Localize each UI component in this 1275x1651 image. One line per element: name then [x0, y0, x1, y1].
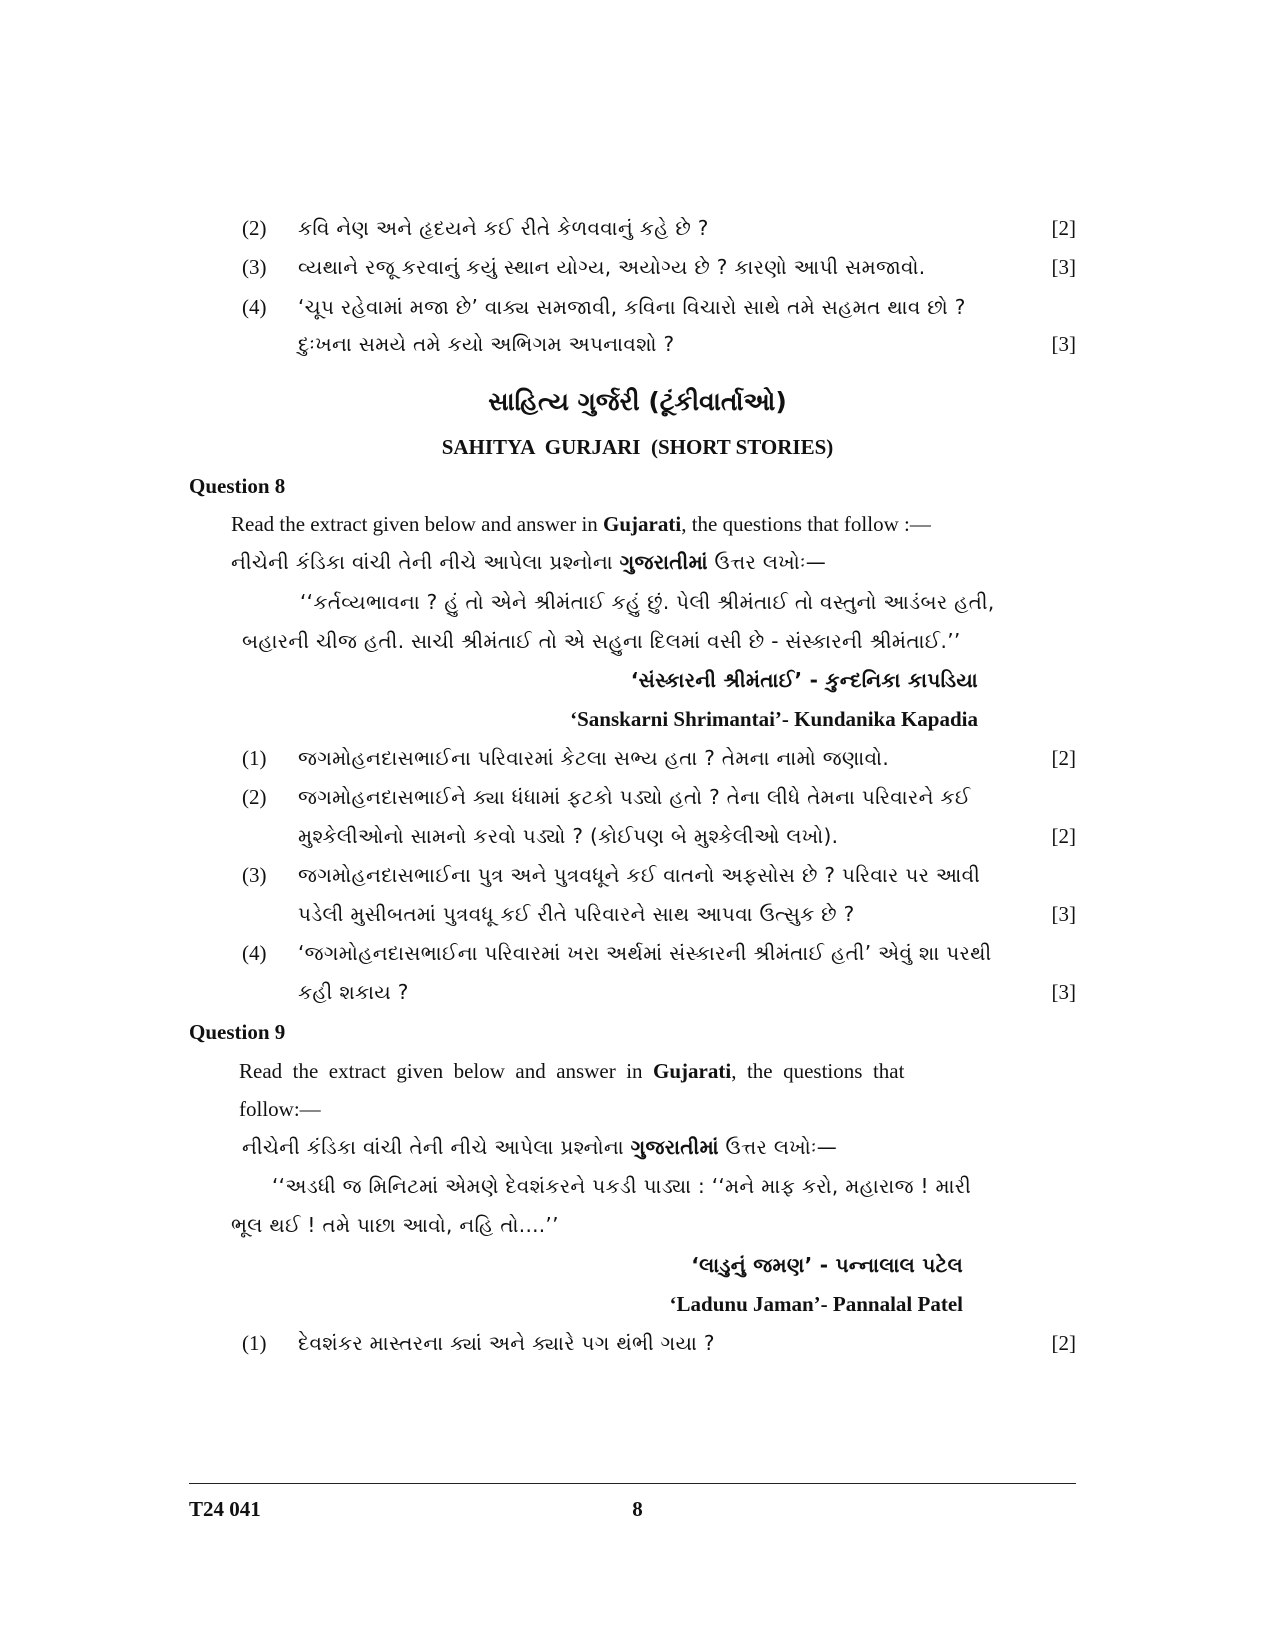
q9-1-marks: [2]: [1051, 1331, 1076, 1355]
q8-2-text-line1: જગમોહનદાસભાઈને ક્યા ધંધામાં ફટકો પડ્યો હતો ? તેના લીધે તેમના પરિવારને કઈ: [298, 785, 971, 809]
prev-q3-number: (3): [242, 255, 267, 279]
prev-q2-text: કવિ નેણ અને હૃદયને કઈ રીતે કેળવવાનું કહે છે ?: [298, 216, 709, 240]
q8-extract-line1: ‘‘કર્તવ્યભાવના ? હું તો એને શ્રીમંતાઈ કહું છું. પેલી શ્રીમંતાઈ તો વસ્તુનો આડંબર હતી,: [300, 590, 995, 614]
prev-q4-number: (4): [242, 295, 267, 319]
q8-1-number: (1): [242, 746, 267, 770]
q8-source-gujarati: ‘સંસ્કારની શ્રીમંતાઈ’ - કુન્દનિકા કાપડિયા: [630, 668, 978, 692]
footer-divider: [189, 1483, 1076, 1484]
q9-1-text: દેવશંકર માસ્તરના ક્યાં અને ક્યારે પગ થંભી ગયા ?: [298, 1331, 715, 1355]
q8-3-text-line2: પડેલી મુસીબતમાં પુત્રવધૂ કઈ રીતે પરિવારને સાથ આપવા ઉત્સુક છે ?: [298, 902, 855, 926]
q8-3-text-line1: જગમોહનદાસભાઈના પુત્ર અને પુત્રવધૂને કઈ વાતનો અફસોસ છે ? પરિવાર પર આવી: [298, 863, 981, 887]
prev-q4-text-line1: ‘ચૂપ રહેવામાં મજા છે’ વાક્ય સમજાવી, કવિના વિચારો સાથે તમે સહમત થાવ છો ?: [298, 295, 966, 319]
section-title-english: SAHITYA GURJARI (SHORT STORIES): [441, 435, 834, 459]
q9-instruction-english-line2: follow:—: [239, 1097, 321, 1121]
q8-4-marks: [3]: [1051, 980, 1076, 1004]
q9-instruction-english-line1: Read the extract given below and answer in Gujarati, the questions that: [239, 1059, 905, 1083]
footer-page-number: 8: [632, 1497, 643, 1521]
q8-4-number: (4): [242, 941, 267, 965]
q9-source-english: ‘Ladunu Jaman’- Pannalal Patel: [669, 1292, 963, 1316]
q8-2-marks: [2]: [1051, 824, 1076, 848]
question-8-label: Question 8: [189, 474, 286, 498]
prev-q2-marks: [2]: [1051, 216, 1076, 240]
q8-1-marks: [2]: [1051, 746, 1076, 770]
q8-instruction-gujarati: નીચેની કંડિકા વાંચી તેની નીચે આપેલા પ્રશ્નોના ગુજરાતીમાં ઉત્તર લખોઃ—: [231, 550, 827, 574]
prev-q3-marks: [3]: [1051, 255, 1076, 279]
q9-source-gujarati: ‘લાડુનું જમણ’ - પન્નાલાલ પટેલ: [691, 1253, 963, 1277]
prev-q2-number: (2): [242, 216, 267, 240]
q8-4-text-line2: કહી શકાય ?: [298, 980, 409, 1004]
prev-q4-marks: [3]: [1051, 332, 1076, 356]
q8-source-english: ‘Sanskarni Shrimantai’- Kundanika Kapadia: [570, 707, 978, 731]
prev-q3-text: વ્યથાને રજૂ કરવાનું કયું સ્થાન યોગ્ય, અયોગ્ય છે ? કારણો આપી સમજાવો.: [298, 255, 926, 279]
q9-extract-line2: ભૂલ થઈ ! તમે પાછા આવો, નહિ તો....’’: [231, 1213, 559, 1237]
q8-3-number: (3): [242, 863, 267, 887]
q8-extract-line2: બહારની ચીજ હતી. સાચી શ્રીમંતાઈ તો એ સહુના દિલમાં વસી છે - સંસ્કારની શ્રીમંતાઈ.’’: [242, 629, 961, 653]
q9-1-number: (1): [242, 1331, 267, 1355]
prev-q4-text-line2: દુઃખના સમયે તમે કયો અભિગમ અપનાવશો ?: [298, 332, 675, 356]
footer-paper-code: T24 041: [189, 1497, 261, 1521]
q8-4-text-line1: ‘જગમોહનદાસભાઈના પરિવારમાં ખરા અર્થમાં સંસ્કારની શ્રીમંતાઈ હતી’ એવું શા પરથી: [298, 941, 992, 965]
section-title-gujarati: સાહિત્ય ગુર્જરી (ટૂંકીવાર્તાઓ): [488, 387, 787, 416]
q8-1-text: જગમોહનદાસભાઈના પરિવારમાં કેટલા સભ્ય હતા ? તેમના નામો જણાવો.: [298, 746, 889, 770]
q8-2-text-line2: મુશ્કેલીઓનો સામનો કરવો પડ્યો ? (કોઈપણ બે મુશ્કેલીઓ લખો).: [298, 824, 839, 848]
q8-instruction-english: Read the extract given below and answer in Gujarati, the questions that follow :—: [231, 512, 931, 536]
q9-instruction-gujarati: નીચેની કંડિકા વાંચી તેની નીચે આપેલા પ્રશ્નોના ગુજરાતીમાં ઉત્તર લખોઃ—: [242, 1135, 838, 1159]
q9-extract-line1: ‘‘અડધી જ મિનિટમાં એમણે દેવશંકરને પકડી પાડ્યા : ‘‘મને માફ કરો, મહારાજ ! મારી: [272, 1174, 972, 1198]
q8-3-marks: [3]: [1051, 902, 1076, 926]
question-9-label: Question 9: [189, 1020, 286, 1044]
q8-2-number: (2): [242, 785, 267, 809]
